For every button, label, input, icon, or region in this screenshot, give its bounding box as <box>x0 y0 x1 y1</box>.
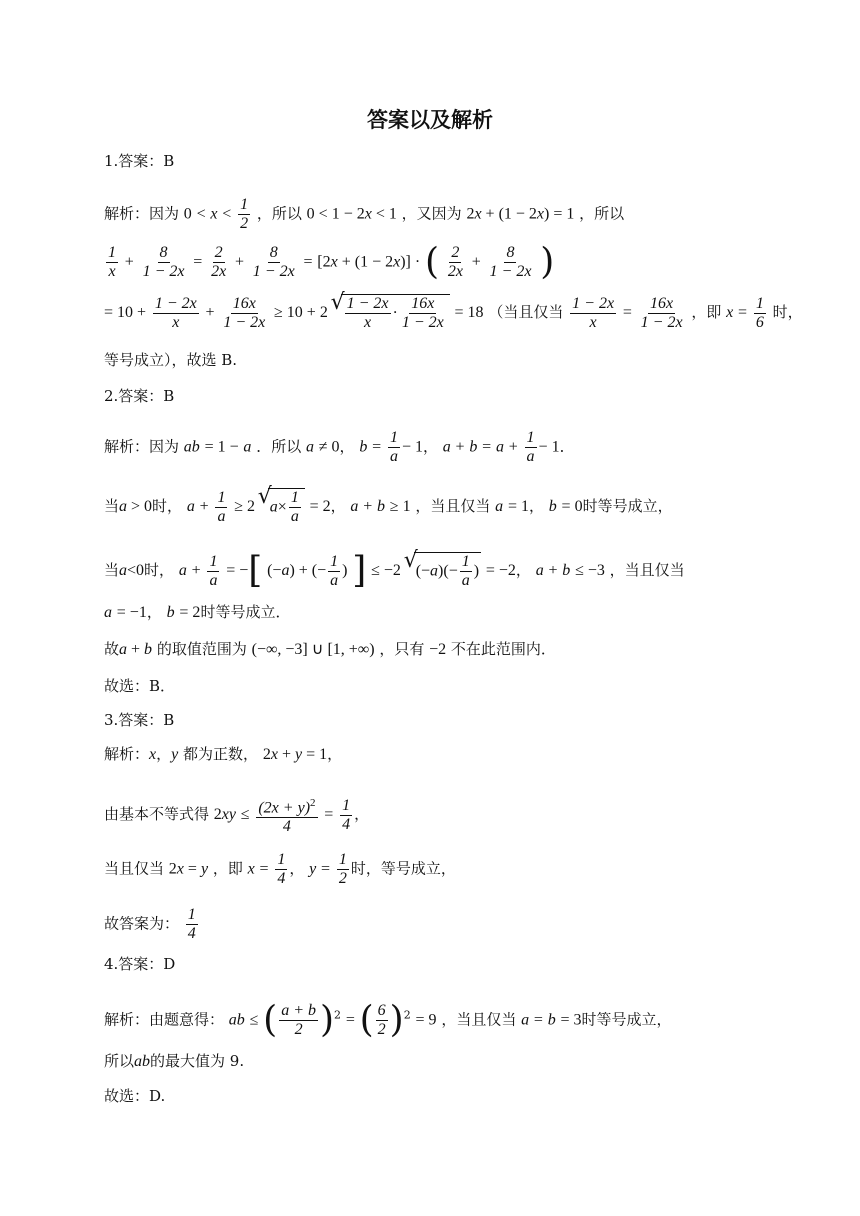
q1-formula-line2: = 10 + $\frac{1 - 2x}{x}$ + $\frac{16x}{1 - 2x}$ ≥ 10 + 2 √ $\frac{1 - 2x}{x}$ · $\frac{16x}{1 - 2x}$ = 18 （当且仅当 $\frac{1 - 2x}{x}$ = $\frac{16x}{1 - 2x}$ ，即 x = $\frac{1}{6}$ 时， <box>104 294 803 332</box>
q4-answer: 4.答案：D <box>104 955 176 973</box>
q2-conclusion: 故选：B． <box>104 677 176 695</box>
q3-analysis-line1: 解析：x，y 都为正数， 2x + y = 1， <box>104 745 343 763</box>
q2-analysis-line4: a = −1， b = 2时等号成立． <box>104 603 291 621</box>
q2-analysis-line5: 故a + b 的取值范围为 (−∞, −3] ∪ [1, +∞) ，只有 −2 不在此范围内． <box>104 640 556 658</box>
q4-conclusion: 故选：D. <box>104 1087 166 1105</box>
q4-analysis-line1: 解析：由题意得： ab ≤ ( $\frac{a + b}{2}$ )$^2$ = ( $\frac{6}{2}$ )$^2$ = 9 ，当且仅当 a = b = 3时等号成立， <box>104 999 672 1041</box>
q1-formula-line1: $\frac{1}{x}$ + $\frac{8}{1 - 2x}$ = $\frac{2}{2x}$ + $\frac{8}{1 - 2x}$ = [2x + (1 − 2x)] · ( $\frac{2}{2x}$ + $\frac{8}{1 - 2x}$ ) <box>108 241 555 283</box>
q4-analysis-line2: 所以ab的最大值为 9. <box>104 1052 245 1070</box>
q3-analysis-line2: 由基本不等式得 2xy ≤ $\frac{(2x + y)^2}{4}$ = $\frac{1}{4}$ ， <box>104 794 369 836</box>
q2-analysis-line2: 当a > 0时， a + $\frac{1}{a}$ ≥ 2 √ a× $\frac{1}{a}$ = 2， a + b ≥ 1 ，当且仅当 a = 1， b = 0时等号成立， <box>104 488 673 526</box>
q3-answer: 3.答案：B <box>104 711 175 729</box>
q1-analysis-line1: 解析：因为 0 < x < $\frac{1}{2}$ ，所以 0 < 1 − 2x < 1 ，又因为 2x + (1 − 2x) = 1 ，所以 <box>104 196 625 232</box>
q2-answer: 2.答案：B <box>104 387 175 405</box>
q3-analysis-line3: 当且仅当 2x = y ，即 x = $\frac{1}{4}$ ， y = $\frac{1}{2}$ 时，等号成立， <box>104 851 456 887</box>
q3-conclusion: 故答案为： $\frac{1}{4}$ <box>104 906 196 942</box>
q1-conclusion: 等号成立），故选 B. <box>104 351 238 369</box>
q1-answer: 1.答案：B <box>104 152 175 170</box>
page-title: 答案以及解析 <box>367 108 493 132</box>
q2-analysis-line1: 解析：因为 ab = 1 − a ．所以 a ≠ 0， b = $\frac{1}{a}$ − 1， a + b = a + $\frac{1}{a}$ − 1． <box>104 429 575 465</box>
q2-analysis-line3: 当a<0时， a + $\frac{1}{a}$ = −[ (−a) + (− $\frac{1}{a}$ ) ] ≤ −2 √ (−a)(− $\frac{1}{a}$ ) = −2， a + b ≤ −3 ，当且仅当 <box>104 552 685 590</box>
